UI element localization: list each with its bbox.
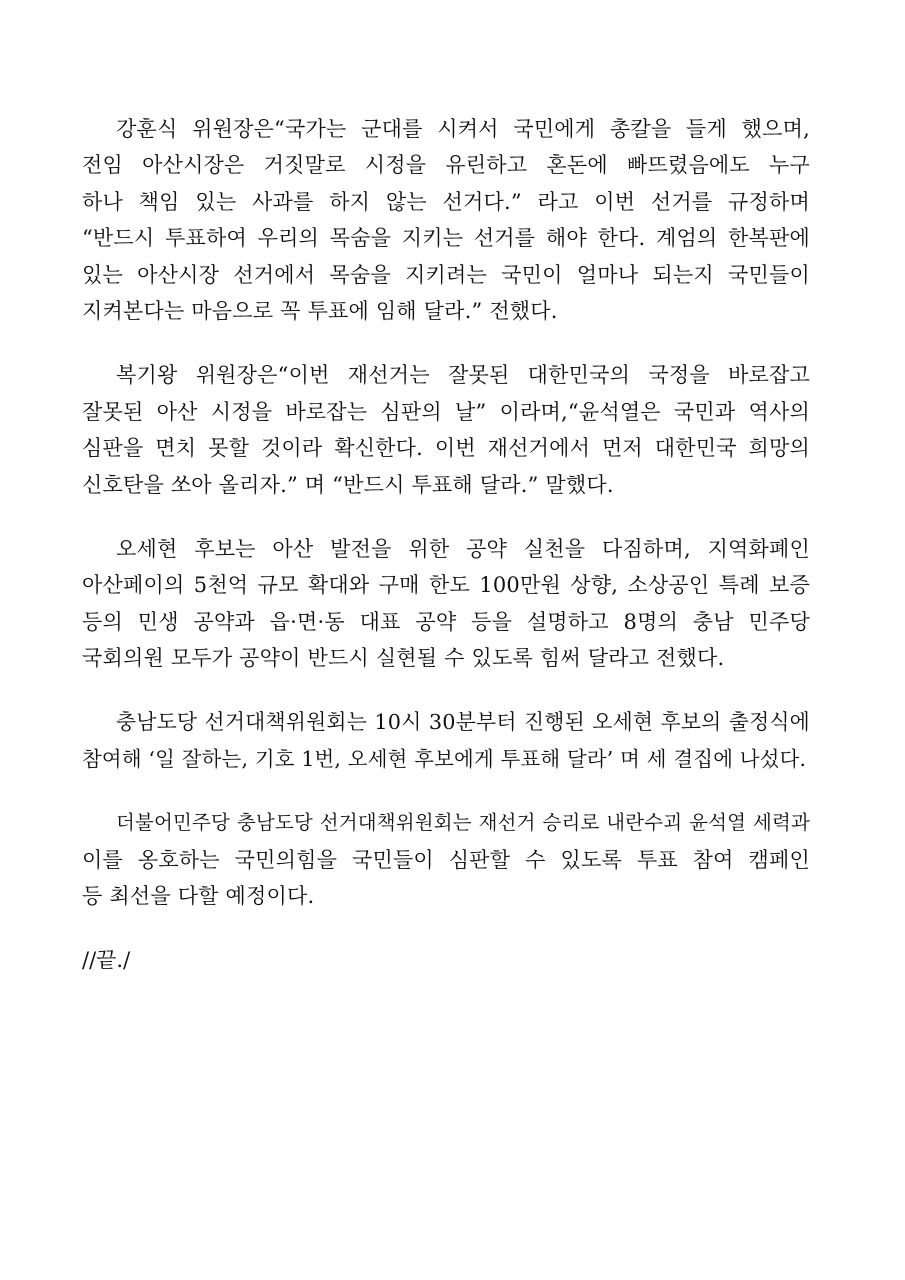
paragraph-line: 더불어민주당 충남도당 선거대책위원회는 재선거 승리로 내란수괴 윤석열 세력과	[116, 811, 810, 835]
paragraph-line: 충남도당 선거대책위원회는 10시 30분부터 진행된 오세현 후보의 출정식에	[116, 710, 810, 735]
end-mark: //끝./	[82, 948, 131, 973]
paragraph-line: “반드시 투표하여 우리의 목숨을 지키는 선거를 해야 한다. 계엄의 한복판에	[82, 226, 810, 251]
paragraph-line: 심판을 면치 못할 것이라 확신한다. 이번 재선거에서 먼저 대한민국 희망의	[82, 436, 810, 461]
paragraph-closing	[82, 805, 810, 914]
paragraph-line: 오세현 후보는 아산 발전을 위한 공약 실천을 다짐하며, 지역화폐인	[116, 536, 810, 561]
paragraph-bok	[82, 357, 810, 503]
paragraph-line: 잘못된 아산 시정을 바로잡는 심판의 날” 이라며,“윤석열은 국민과 역사의	[82, 399, 810, 424]
paragraph-line: 강훈식 위원장은“국가는 군대를 시켜서 국민에게 총칼을 들게 했으며,	[116, 117, 810, 141]
paragraph-kang	[82, 111, 810, 329]
paragraph-campaign-launch	[82, 704, 810, 777]
paragraph-line: 등 최선을 다할 예정이다.	[82, 884, 315, 909]
paragraph-line: 지켜본다는 마음으로 꼭 투표에 임해 달라.” 전했다.	[82, 298, 558, 323]
paragraph-line: 등의 민생 공약과 읍·면·동 대표 공약 등을 설명하고 8명의 충남 민주당	[82, 609, 810, 634]
paragraph-line: 이를 옹호하는 국민의힘을 국민들이 심판할 수 있도록 투표 참여 캠페인	[82, 847, 810, 872]
paragraph-line: 하나 책임 있는 사과를 하지 않는 선거다.” 라고 이번 선거를 규정하며	[82, 189, 810, 214]
paragraph-oh	[82, 531, 810, 677]
paragraph-line: 있는 아산시장 선거에서 목숨을 지키려는 국민이 얼마나 되는지 국민들이	[82, 262, 810, 287]
press-release-body	[82, 111, 810, 978]
paragraph-line: 아산페이의 5천억 규모 확대와 구매 한도 100만원 상향, 소상공인 특례 보증	[82, 573, 810, 598]
paragraph-line: 전임 아산시장은 거짓말로 시정을 유린하고 혼돈에 빠뜨렸음에도 누구	[82, 153, 810, 178]
paragraph-line: 참여해 ‘일 잘하는, 기호 1번, 오세현 후보에게 투표해 달라’ 며 세 결집에 나섰다.	[82, 746, 807, 771]
paragraph-line: 국회의원 모두가 공약이 반드시 실현될 수 있도록 힘써 달라고 전했다.	[82, 646, 725, 671]
paragraph-line: 복기왕 위원장은“이번 재선거는 잘못된 대한민국의 국정을 바로잡고	[116, 363, 810, 388]
paragraph-line: 신호탄을 쏘아 올리자.” 며 “반드시 투표해 달라.” 말했다.	[82, 472, 614, 497]
